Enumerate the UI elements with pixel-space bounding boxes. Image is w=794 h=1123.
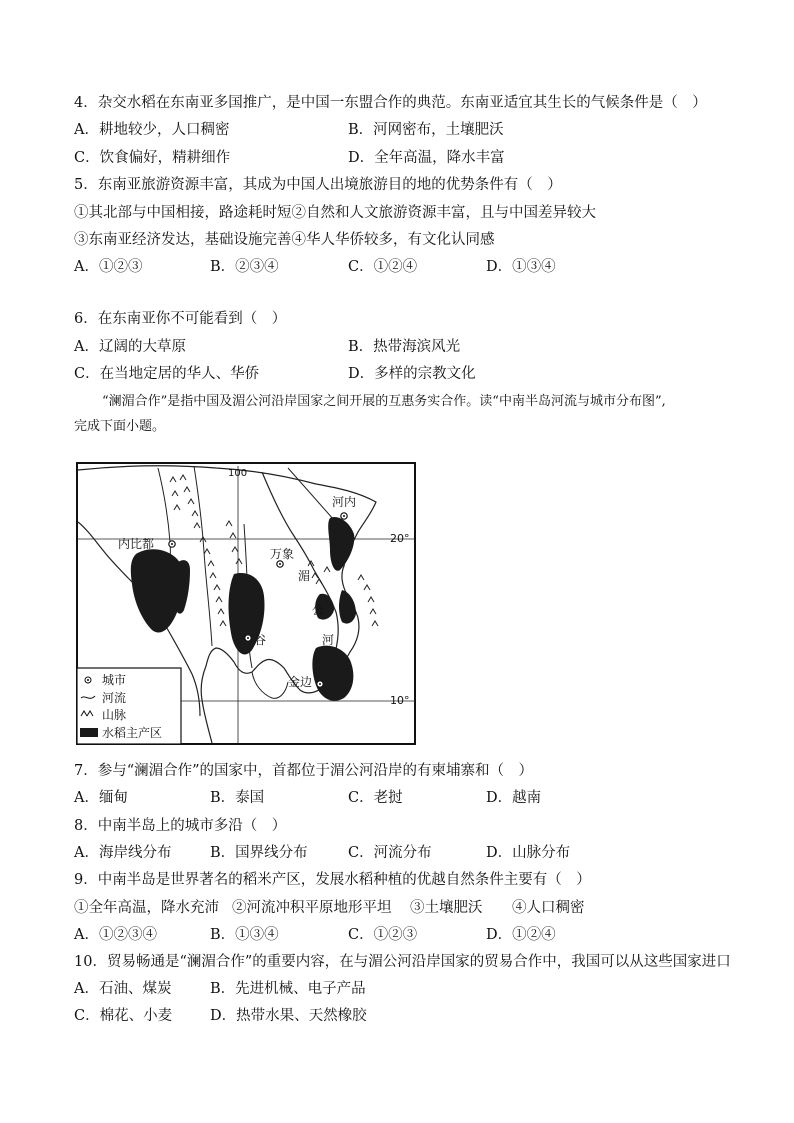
q9-condition-4: ④人口稠密 [512,900,585,916]
q7-option-c: C．老挝 [348,790,403,806]
q10-option-d: D．热带水果、天然橡胶 [210,1008,367,1024]
q9-condition-3: ③土壤肥沃 [410,900,483,916]
q7-option-d: D．越南 [486,790,542,806]
label-longitude-100: 100 [228,468,248,479]
q5-statement-line1: ①其北部与中国相接，路途耗时短②自然和人文旅游资源丰富，且与中国差异较大 [74,205,596,221]
q10-option-b: B．先进机械、电子产品 [210,981,366,997]
q4-stem: 4．杂交水稻在东南亚多国推广，是中国一东盟合作的典范。东南亚适宜其生长的气候条件是（ ） [74,95,707,111]
label-latitude-20: 20° [390,532,410,545]
passage-line-2: 完成下面小题。 [74,419,166,434]
legend-label-city: 城市 [102,673,127,687]
q10-option-a: A．石油、煤炭 [74,981,172,997]
q4-option-b: B．河网密布，土壤肥沃 [348,122,504,138]
q10-option-c: C．棉花、小麦 [74,1008,173,1024]
q10-stem: 10．贸易畅通是“澜湄合作”的重要内容，在与湄公河沿岸国家的贸易合作中，我国可以从这些国家进口 [74,954,731,970]
q8-option-b: B．国界线分布 [210,845,308,861]
q5-option-a: A．①②③ [74,259,143,275]
q4-option-d: D．全年高温，降水丰富 [348,150,505,166]
legend-label-mountain: 山脉 [102,708,127,722]
q6-stem: 6．在东南亚你不可能看到（ ） [74,311,287,327]
q8-option-d: D．山脉分布 [486,845,571,861]
legend-label-rice: 水稻主产区 [102,726,163,740]
label-mekong-char-2: 公 [312,603,325,617]
label-bangkok: 谷 [254,633,267,647]
q6-option-c: C．在当地定居的华人、华侨 [74,366,260,382]
q9-option-d: D．①②④ [486,927,556,943]
q9-option-c: C．①②③ [348,927,418,943]
q5-option-b: B．②③④ [210,259,279,275]
q4-option-c: C．饮食偏好，精耕细作 [74,150,231,166]
q9-condition-2: ②河流冲积平原地形平坦 [232,900,392,916]
indochina-river-city-map [76,462,416,745]
q8-option-c: C．河流分布 [348,845,432,861]
label-mekong-char-1: 湄 [298,569,311,583]
label-latitude-10: 10° [390,694,410,707]
label-hanoi: 河内 [332,495,357,509]
q7-option-a: A．缅甸 [74,790,128,806]
q4-option-a: A．耕地较少，人口稠密 [74,122,230,138]
q5-option-c: C．①②④ [348,259,418,275]
q9-stem: 9．中南半岛是世界著名的稻米产区，发展水稻种植的优越自然条件主要有（ ） [74,872,591,888]
q5-statement-line2: ③东南亚经济发达，基础设施完善④华人华侨较多，有文化认同感 [74,232,495,248]
q9-condition-1: ①全年高温，降水充沛 [74,900,219,916]
q7-option-b: B．泰国 [210,790,265,806]
label-mekong-char-3: 河 [322,633,335,647]
q9-option-b: B．①③④ [210,927,279,943]
q8-stem: 8．中南半岛上的城市多沿（ ） [74,818,287,834]
q6-option-a: A．辽阔的大草原 [74,339,186,355]
label-phnom-penh: 金边 [288,675,313,689]
legend-rice-icon [80,728,98,737]
q5-option-d: D．①③④ [486,259,556,275]
q8-option-a: A．海岸线分布 [74,845,172,861]
map-legend [77,668,181,744]
q5-stem: 5．东南亚旅游资源丰富，其成为中国人出境旅游目的地的优势条件有（ ） [74,177,562,193]
q7-stem: 7．参与“澜湄合作”的国家中，首都位于湄公河沿岸的有柬埔寨和（ ） [74,763,534,779]
q6-option-b: B．热带海滨风光 [348,339,461,355]
legend-label-river: 河流 [102,691,127,705]
q9-option-a: A．①②③④ [74,927,157,943]
q6-option-d: D．多样的宗教文化 [348,366,476,382]
label-vientiane: 万象 [270,547,295,561]
passage-line-1: “澜湄合作”是指中国及湄公河沿岸国家之间开展的互惠务实合作。读“中南半岛河流与城市分布图”, [102,394,666,409]
label-naypyidaw: 内比都 [118,537,155,551]
